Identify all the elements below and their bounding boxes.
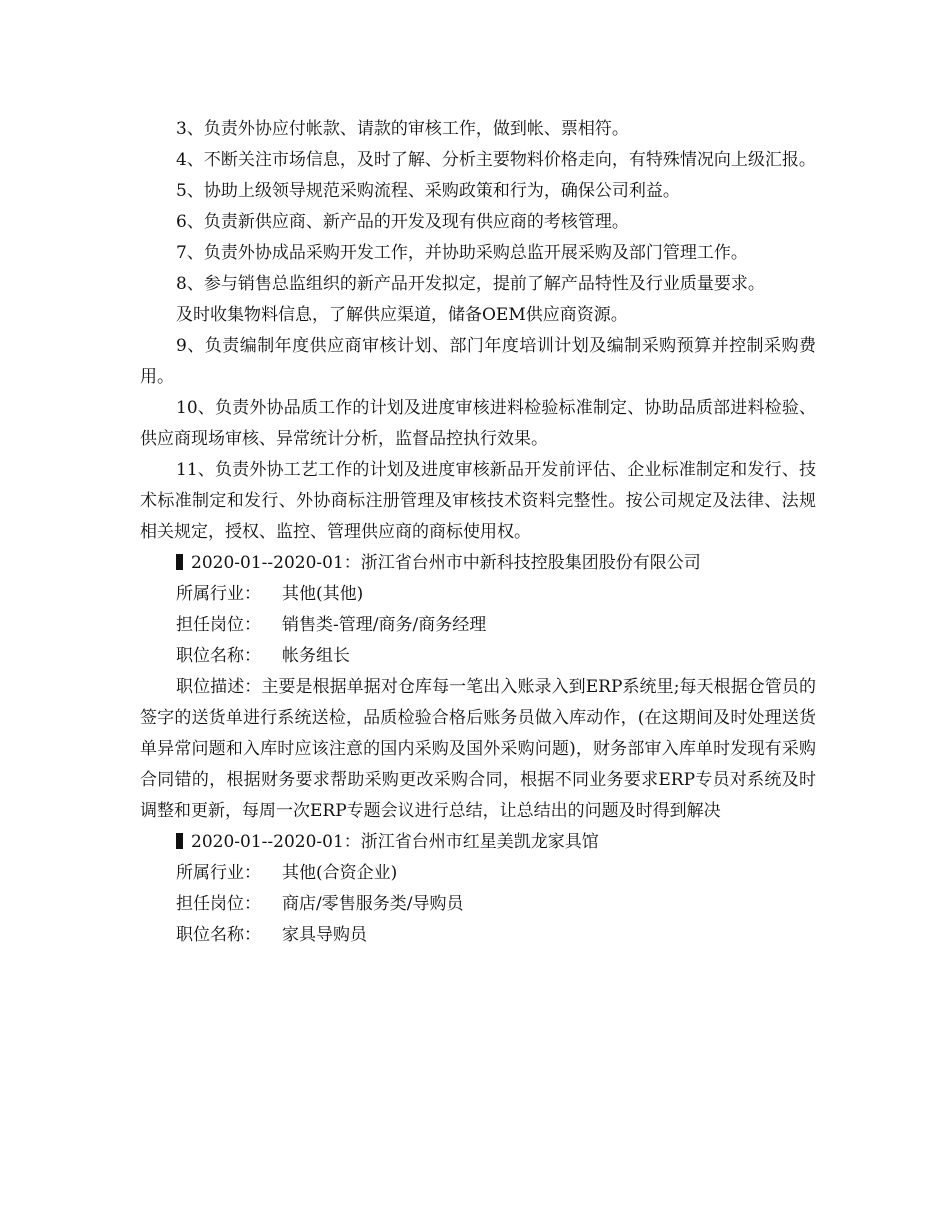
duty-item-8: 8、参与销售总监组织的新产品开发拟定，提前了解产品特性及行业质量要求。 [176,274,765,294]
title-value: 帐务组长 [282,646,350,666]
title-value: 家具导购员 [282,925,367,945]
duty-item-5: 5、协助上级领导规范采购流程、采购政策和行为，确保公司利益。 [176,181,680,201]
position-label: 担任岗位： [176,894,261,914]
job-header [140,827,816,858]
title-row [140,920,816,951]
industry-row [140,858,816,889]
title-label: 职位名称： [176,925,261,945]
industry-value: 其他(其他) [282,584,364,604]
duty-item-6: 6、负责新供应商、新产品的开发及现有供应商的考核管理。 [176,212,629,232]
industry-label: 所属行业： [176,584,261,604]
duty-item-4: 4、不断关注市场信息，及时了解、分析主要物料价格走向，有特殊情况向上级汇报。 [176,150,816,170]
duty-item-11: 11、负责外协工艺工作的计划及进度审核新品开发前评估、企业标准制定和发行、技术标准制定和发行、外协商标注册管理及审核技术资料完整性。按公司规定及法律、法规相关规定，授权、监控、管理供应商的商标使用权。 [140,460,816,542]
industry-label: 所属行业： [176,863,261,883]
title-row [140,641,816,672]
job-header-text: 2020-01--2020-01：浙江省台州市中新科技控股集团股份有限公司 [191,553,701,573]
position-value: 商店/零售服务类/导购员 [282,894,464,914]
position-label: 担任岗位： [176,615,261,635]
industry-row [140,579,816,610]
duty-item-3: 3、负责外协应付帐款、请款的审核工作，做到帐、票相符。 [176,119,629,139]
document-page [140,114,816,951]
job-header-text: 2020-01--2020-01：浙江省台州市红星美凯龙家具馆 [191,832,599,852]
duty-item-9: 9、负责编制年度供应商审核计划、部门年度培训计划及编制采购预算并控制采购费用。 [140,336,816,387]
position-row [140,610,816,641]
bullet-marker [176,554,183,570]
job-header [140,548,816,579]
industry-value: 其他(合资企业) [282,863,398,883]
duty-item-10: 10、负责外协品质工作的计划及进度审核进料检验标准制定、协助品质部进料检验、供应商现场审核、异常统计分析，监督品控执行效果。 [140,398,816,449]
duty-item-7: 7、负责外协成品采购开发工作，并协助采购总监开展采购及部门管理工作。 [176,243,748,263]
position-row [140,889,816,920]
title-label: 职位名称： [176,646,261,666]
position-value: 销售类-管理/商务/商务经理 [282,615,487,635]
duty-item-8-continued: 及时收集物料信息，了解供应渠道，储备OEM供应商资源。 [176,305,628,325]
job-description: 职位描述：主要是根据单据对仓库每一笔出入账录入到ERP系统里;每天根据仓管员的签字的送货单进行系统送检，品质检验合格后账务员做入库动作，(在这期间及时处理送货单异常问题和入库时应该注意的国内采购及国外采购问题)，财务部审入库单时发现有采购合同错的，根据财务要求帮助采购更改采购合同，根据不同业务要求ERP专员对系统及时调整和更新，每周一次ERP专题会议进行总结，让总结出的问题及时得到解决 [140,677,816,821]
bullet-marker [176,833,183,849]
